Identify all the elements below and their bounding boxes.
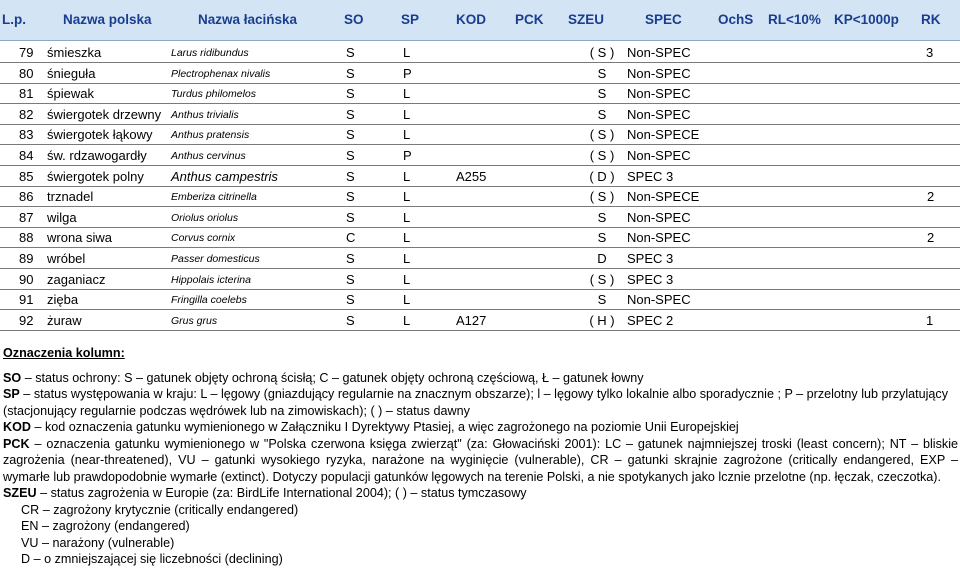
- cell-pl: świergotek drzewny: [47, 106, 162, 122]
- legend-pck-text: – oznaczenia gatunku wymienionego w "Polska czerwona księga zwierząt" (za: Głowaciński 2001): LC – gatunek najmniejszej troski (least concern); NT – bliskie zagrożenia (near-threatened), VU – gatunki wysokiego ryzyka, narażone na wyginięcie (vulnerable), CR – gatunki skrajnie zagrożone (critically endangered, EXP – wymarłe lub prawdopodobnie wymarłe (extinct). Dotyczy populacji gatunków lęgowych na terenie Polski, a nie spotykanych jako lcznie przelotne (np. łęczak, czeczotka).: [3, 436, 958, 484]
- legend-en: EN – zagrożony (endangered): [21, 519, 190, 533]
- cell-lat: Anthus cervinus: [171, 150, 246, 162]
- cell-sp: L: [403, 271, 411, 287]
- cell-lat: Corvus cornix: [171, 232, 236, 245]
- cell-pl: św. rdzawogardły: [47, 148, 147, 163]
- cell-sp: L: [403, 168, 411, 184]
- cell-lat: Anthus pratensis: [171, 129, 250, 142]
- col-header-lp: L.p.: [2, 12, 26, 27]
- legend-vu: VU – narażony (vulnerable): [21, 535, 175, 550]
- cell-pl: wróbel: [47, 251, 86, 266]
- cell-lp: 91: [19, 292, 34, 308]
- cell-pl: wrona siwa: [47, 230, 113, 246]
- cell-szeu: ( D ): [589, 168, 615, 184]
- cell-kod: A127: [456, 312, 487, 328]
- col-header-pck: PCK: [515, 12, 544, 27]
- cell-lp: 81: [19, 86, 34, 102]
- cell-spec: Non-SPEC: [627, 148, 691, 163]
- cell-lp: 88: [19, 230, 34, 246]
- col-header-kod: KOD: [456, 12, 486, 27]
- cell-lp: 87: [19, 209, 34, 225]
- cell-lat: Anthus trivialis: [171, 108, 239, 121]
- legend-so-key: SO: [3, 370, 22, 385]
- cell-pl: wilga: [47, 209, 77, 225]
- legend-kod-text: – kod oznaczenia gatunku wymienionego w Załączniku I Dyrektywy Ptasiej, a więc zagrożonego na poziomie Unii Europejskiej: [31, 420, 739, 434]
- cell-lat: Hippolais icterina: [171, 273, 251, 286]
- cell-so: S: [346, 65, 355, 81]
- cell-so: S: [346, 127, 355, 143]
- legend-sp: [3, 386, 958, 403]
- cell-sp: L: [403, 189, 411, 205]
- cell-lat: Grus grus: [171, 314, 218, 327]
- table-row: [0, 310, 960, 331]
- legend-sp-text: – status występowania w kraju: L – lęgowy (gniazdujący regularnie na znacznym obszarze); l – lęgowy tylko lokalnie albo sporadycznie ; P – przelotny lub przylatujący: [19, 387, 949, 401]
- col-header-rk: RK: [921, 12, 941, 27]
- cell-spec: Non-SPEC: [627, 65, 691, 81]
- table-row: [0, 83, 960, 104]
- cell-lat: Larus ridibundus: [171, 47, 249, 59]
- cell-sp: L: [403, 292, 411, 308]
- cell-szeu: ( S ): [589, 127, 615, 143]
- cell-kp: 2: [927, 189, 935, 205]
- legend-kod-key: KOD: [3, 420, 31, 434]
- table-row: [0, 248, 960, 269]
- cell-szeu: S: [597, 65, 607, 81]
- cell-sp: L: [403, 251, 411, 266]
- cell-so: S: [346, 148, 355, 163]
- col-header-szeu: SZEU: [568, 12, 605, 27]
- cell-so: S: [346, 312, 355, 328]
- cell-spec: Non-SPEC: [627, 86, 691, 102]
- cell-kod: A255: [456, 168, 487, 184]
- cell-sp: L: [403, 209, 411, 225]
- cell-spec: Non-SPEC: [627, 230, 691, 246]
- cell-so: S: [346, 168, 355, 184]
- legend-cr: CR – zagrożony krytycznie (critically endangered): [21, 502, 299, 517]
- cell-lat: Fringilla coelebs: [171, 294, 247, 307]
- cell-lat: Emberiza citrinella: [171, 191, 257, 204]
- cell-rk: 3: [926, 45, 934, 60]
- cell-sp: P: [403, 65, 412, 81]
- cell-lp: 84: [19, 148, 34, 163]
- table-header: [0, 0, 960, 41]
- legend-szeu: [3, 485, 958, 502]
- cell-lat: Oriolus oriolus: [171, 211, 239, 224]
- cell-szeu: ( S ): [589, 189, 615, 205]
- cell-sp: P: [403, 148, 412, 163]
- cell-so: S: [346, 209, 355, 225]
- table-row: [0, 166, 960, 187]
- col-header-polish-name: Nazwa polska: [63, 12, 152, 27]
- cell-pl: żuraw: [47, 312, 82, 328]
- legend-so-text: – status ochrony: S – gatunek objęty ochroną ścisłą; C – gatunek objęty ochroną częściową, Ł – gatunek łowny: [21, 370, 644, 385]
- cell-szeu: S: [597, 209, 607, 225]
- cell-szeu: ( S ): [589, 271, 615, 287]
- cell-pl: zaganiacz: [47, 271, 106, 287]
- legend-title: Oznaczenia kolumn:: [3, 346, 125, 360]
- cell-lp: 79: [19, 45, 34, 60]
- cell-sp: L: [403, 127, 411, 143]
- cell-lp: 83: [19, 127, 34, 143]
- col-header-sp: SP: [401, 12, 420, 27]
- cell-pl: śpiewak: [47, 86, 94, 102]
- cell-kp: 2: [927, 230, 935, 246]
- cell-rk: 1: [926, 312, 934, 328]
- cell-szeu: D: [597, 251, 607, 266]
- col-header-so: SO: [344, 12, 364, 27]
- cell-sp: L: [403, 312, 411, 328]
- cell-sp: L: [403, 45, 411, 60]
- cell-spec: Non-SPECE: [627, 189, 700, 205]
- cell-spec: SPEC 2: [627, 312, 674, 328]
- cell-pl: świergotek łąkowy: [47, 127, 153, 143]
- cell-lp: 85: [19, 168, 34, 184]
- table-row: [0, 42, 960, 63]
- cell-spec: SPEC 3: [627, 251, 674, 266]
- cell-lp: 89: [19, 251, 34, 266]
- legend-pck-key: PCK: [3, 436, 30, 451]
- col-header-latin-name: Nazwa łacińska: [198, 12, 298, 27]
- cell-sp: L: [403, 106, 411, 122]
- cell-so: S: [346, 271, 355, 287]
- cell-szeu: S: [597, 106, 607, 122]
- cell-spec: Non-SPEC: [627, 106, 691, 122]
- cell-szeu: ( H ): [589, 312, 615, 328]
- cell-szeu: ( S ): [589, 148, 615, 163]
- cell-so: S: [346, 106, 355, 122]
- cell-lp: 80: [19, 65, 34, 81]
- legend-sp-key: SP: [3, 387, 20, 401]
- cell-so: S: [346, 189, 355, 205]
- legend-d: D – o zmniejszającej się liczebności (declining): [21, 552, 283, 566]
- cell-spec: Non-SPEC: [627, 209, 691, 225]
- col-header-ochs: OchS: [718, 12, 754, 27]
- cell-lp: 82: [19, 106, 34, 122]
- table-row: [0, 289, 960, 310]
- cell-sp: L: [403, 230, 411, 246]
- legend-pck: [3, 436, 958, 486]
- cell-so: C: [346, 230, 356, 246]
- col-header-kp: KP<1000p: [834, 12, 899, 27]
- table-row: [0, 207, 960, 228]
- cell-spec: Non-SPEC: [627, 45, 691, 60]
- table-row: [0, 269, 960, 290]
- table-row: [0, 145, 960, 166]
- cell-pl: trznadel: [47, 189, 94, 205]
- cell-pl: śnieguła: [47, 65, 96, 81]
- cell-sp: L: [403, 86, 411, 102]
- table-row: [0, 104, 960, 125]
- legend-so: [3, 370, 958, 387]
- cell-szeu: S: [597, 86, 607, 102]
- cell-lat: Turdus philomelos: [171, 88, 257, 101]
- cell-spec: Non-SPEC: [627, 292, 691, 308]
- cell-spec: SPEC 3: [627, 168, 674, 184]
- cell-lp: 86: [19, 189, 34, 205]
- cell-pl: śmieszka: [47, 45, 102, 60]
- table-row: [0, 124, 960, 145]
- cell-lat: Passer domesticus: [171, 253, 260, 265]
- table-row: [0, 186, 960, 207]
- cell-so: S: [346, 45, 355, 60]
- cell-so: S: [346, 251, 355, 266]
- cell-lp: 90: [19, 271, 34, 287]
- legend-szeu-key: SZEU: [3, 486, 37, 500]
- cell-spec: SPEC 3: [627, 271, 674, 287]
- cell-szeu: S: [597, 292, 607, 308]
- cell-so: S: [346, 86, 355, 102]
- legend-szeu-text: – status zagrożenia w Europie (za: BirdLife International 2004); ( ) – status tymczasowy: [36, 486, 527, 500]
- legend-kod: [3, 419, 958, 436]
- cell-lp: 92: [19, 312, 34, 328]
- col-header-spec: SPEC: [645, 12, 682, 27]
- cell-szeu: ( S ): [589, 45, 615, 60]
- legend-sp-continued: (stacjonujący regularnie podczas wędrówek lub na zimowiskach); ( ) – status dawny: [3, 403, 470, 418]
- table-row: [0, 227, 960, 248]
- cell-so: S: [346, 292, 355, 308]
- cell-szeu: S: [597, 230, 607, 246]
- cell-lat: Plectrophenax nivalis: [171, 67, 271, 80]
- cell-lat: Anthus campestris: [171, 168, 278, 184]
- cell-pl: zięba: [47, 292, 79, 308]
- legend: [3, 345, 958, 568]
- col-header-rl: RL<10%: [768, 12, 821, 27]
- table-row: [0, 63, 960, 84]
- cell-spec: Non-SPECE: [627, 127, 700, 143]
- cell-pl: świergotek polny: [47, 168, 144, 184]
